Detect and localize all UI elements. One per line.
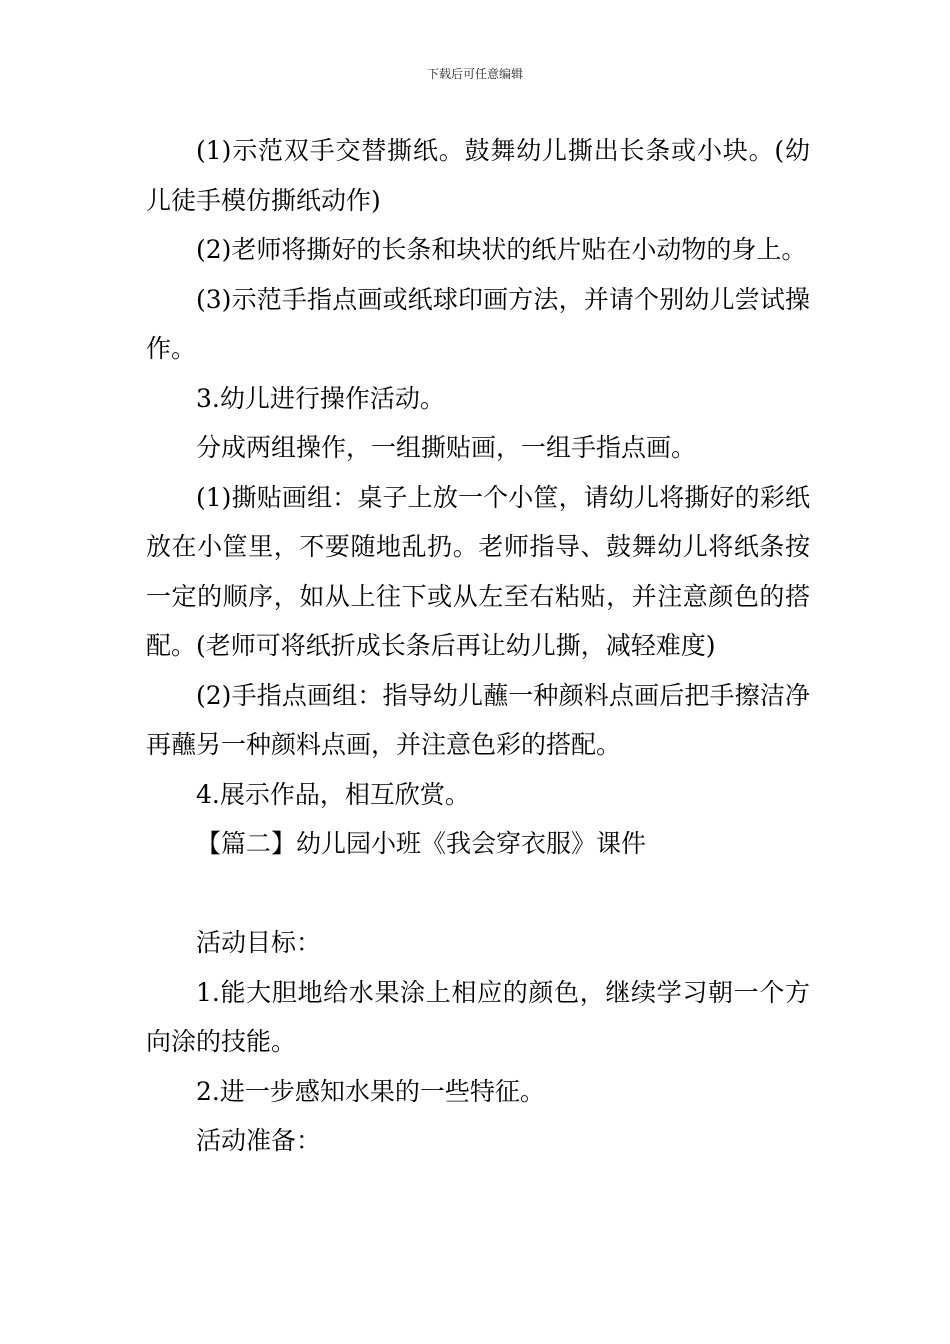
section-heading: 【篇二】幼儿园小班《我会穿衣服》课件 [196,829,647,858]
document-body [146,126,810,1166]
paragraph-demo-painting: (3)示范手指点画或纸球印画方法，并请个别幼儿尝试操作。 [146,284,810,363]
paragraph-demo-tearing: (1)示范双手交替撕纸。鼓舞幼儿撕出长条或小块。(幼儿徒手模仿撕纸动作) [146,136,810,215]
paragraph-goal-1: 1.能大胆地给水果涂上相应的颜色，继续学习朝一个方向涂的技能。 [146,977,810,1056]
paragraph-finger-group: (2)手指点画组：指导幼儿蘸一种颜料点画后把手擦洁净再蘸另一种颜料点画，并注意色彩的搭配。 [146,680,810,759]
blank-line [146,869,810,919]
paragraph-goal-2: 2.进一步感知水果的一些特征。 [196,1076,545,1106]
paragraph-teacher-paste: (2)老师将撕好的长条和块状的纸片贴在小动物的身上。 [196,235,807,264]
paragraph-tear-group: (1)撕贴画组：桌子上放一个小筐，请幼儿将撕好的彩纸放在小筐里，不要随地乱扔。老师指导、鼓舞幼儿将纸条按一定的顺序，如从上往下或从左至右粘贴，并注意颜色的搭配。(老师可将纸折成长条后再让幼儿撕，减轻难度) [146,482,810,660]
paragraph-goals-heading: 活动目标： [196,928,322,957]
paragraph-step-3: 3.幼儿进行操作活动。 [196,383,445,413]
paragraph-prep-heading: 活动准备： [196,1126,322,1155]
download-note: 下载后可任意编辑 [426,67,523,81]
paragraph-step-4: 4.展示作品，相互欣赏。 [196,779,470,809]
paragraph-groups: 分成两组操作，一组撕贴画，一组手指点画。 [196,433,697,462]
